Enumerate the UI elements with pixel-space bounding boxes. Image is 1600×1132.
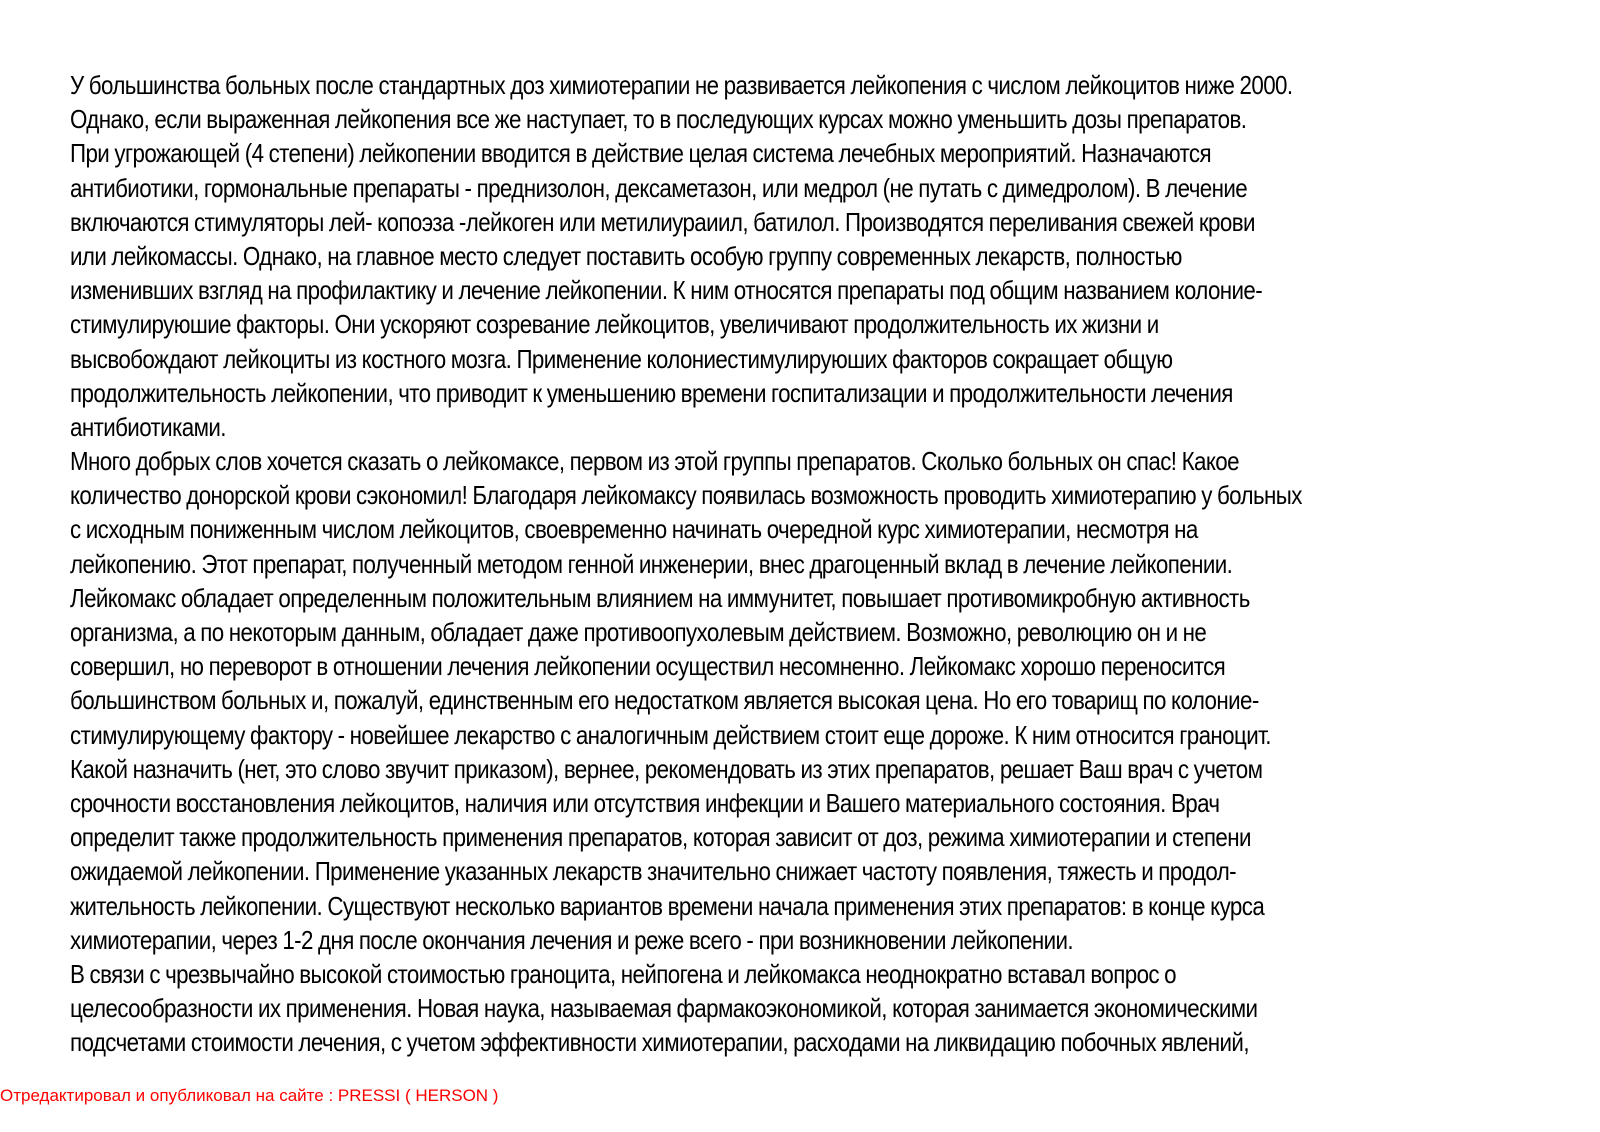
text-line: При угрожающей (4 степени) лейкопении вводится в действие целая система лечебных мероприятий. Назначаются xyxy=(70,138,1212,169)
publisher-credit: Отредактировал и опубликовал на сайте : PRESSI ( HERSON ) xyxy=(0,1086,499,1105)
text-line: целесообразности их применения. Новая наука, называемая фармакоэкономикой, которая занимается экономическими xyxy=(70,993,1258,1024)
text-line: Однако, если выраженная лейкопения все же наступает, то в последующих курсах можно уменьшить дозы препаратов. xyxy=(70,104,1247,135)
text-line: с исходным пониженным числом лейкоцитов, своевременно начинать очередной курс химиотерапии, несмотря на xyxy=(70,514,1198,545)
text-line: химиотерапии, через 1-2 дня после окончания лечения и реже всего - при возникновении лейкопении. xyxy=(70,924,1073,955)
text-line: или лейкомассы. Однако, на главное место следует поставить особую группу современных лекарств, полностью xyxy=(70,240,1182,271)
text-line: срочности восстановления лейкоцитов, наличия или отсутствия инфекции и Вашего материального состояния. Врач xyxy=(70,787,1220,818)
text-line: количество донорской крови сэкономил! Благодаря лейкомаксу появилась возможность проводить химиотерапию у больных xyxy=(70,480,1302,511)
text-line: У большинства больных после стандартных доз химиотерапии не развивается лейкопения с числом лейкоцитов ниже 2000. xyxy=(70,70,1293,100)
text-line: подсчетами стоимости лечения, с учетом эффективности химиотерапии, расходами на ликвидацию побочных явлений, xyxy=(70,1027,1249,1058)
text-line: высвобождают лейкоциты из костного мозга. Применение колониестимулируюших факторов сокращает общую xyxy=(70,343,1173,374)
text-line: изменивших взгляд на профилактику и лечение лейкопении. К ним относятся препараты под общим названием колоние- xyxy=(70,275,1263,306)
text-line: совершил, но переворот в отношении лечения лейкопении осуществил несомненно. Лейкомакс хорошо переносится xyxy=(70,651,1226,682)
text-line: большинством больных и, пожалуй, единственным его недостатком является высокая цена. Но его товарищ по колоние- xyxy=(70,685,1259,716)
text-line: Много добрых слов хочется сказать о лейкомаксе, первом из этой группы препаратов. Сколько больных он спас! Какое xyxy=(70,446,1239,477)
text-line: стимулирующему фактору - новейшее лекарство с аналогичным действием стоит еще дороже. К ним относится граноцит. xyxy=(70,719,1271,750)
text-line: антибиотики, гормональные препараты - преднизолон, дексаметазон, или медрол (не путать с димедролом). В лечение xyxy=(70,172,1248,203)
text-line: ожидаемой лейкопении. Применение указанных лекарств значительно снижает частоту появления, тяжесть и продол- xyxy=(70,856,1237,887)
text-line: определит также продолжительность применения препаратов, которая зависит от доз, режима химиотерапии и степени xyxy=(70,822,1251,853)
text-line: организма, а по некоторым данным, обладает даже противоопухолевым действием. Возможно, революцию он и не xyxy=(70,617,1207,647)
text-line: Какой назначить (нет, это слово звучит приказом), вернее, рекомендовать из этих препаратов, решает Ваш врач с учетом xyxy=(70,753,1263,784)
document-body xyxy=(70,68,1570,1059)
text-line: лейкопению. Этот препарат, полученный методом генной инженерии, внес драгоценный вклад в лечение лейкопении. xyxy=(70,548,1233,579)
text-line: жительность лейкопении. Существуют несколько вариантов времени начала применения этих препаратов: в конце курса xyxy=(70,890,1265,921)
text-line: В связи с чрезвычайно высокой стоимостью граноцита, нейпогена и лейкомакса неоднократно вставал вопрос о xyxy=(70,958,1177,989)
text-line: Лейкомакс обладает определенным положительным влиянием на иммунитет, повышает противомикробную активность xyxy=(70,582,1250,613)
text-line: включаются стимуляторы лей- копоэза -лейкоген или метилиураиил, батилол. Производятся переливания свежей крови xyxy=(70,206,1255,237)
text-line: стимулируюшие факторы. Они ускоряют созревание лейкоцитов, увеличивают продолжительность их жизни и xyxy=(70,309,1159,340)
text-line: антибиотиками. xyxy=(70,411,226,442)
text-line: продолжительность лейкопении, что приводит к уменьшению времени госпитализации и продолжительности лечения xyxy=(70,377,1233,408)
